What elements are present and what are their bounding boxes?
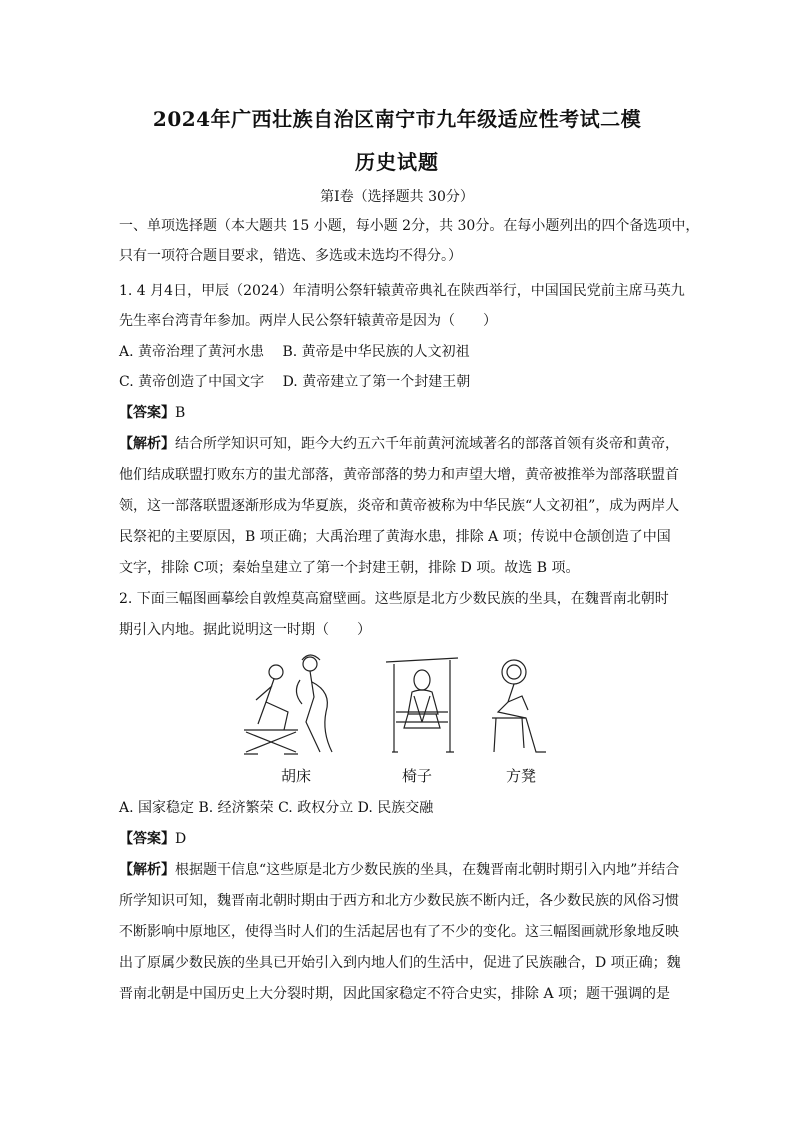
q2-analysis-line-1 <box>119 860 699 880</box>
q2-options: A. 国家稳定 B. 经济繁荣 C. 政权分立 D. 民族交融 <box>119 800 434 816</box>
q2-analysis-line-4: 出了原属少数民族的坐具已开始引入到内地人们的生活中，促进了民族融合，D 项正确；魏 <box>119 955 681 971</box>
q2-analysis-line-3: 不断影响中原地区，使得当时人们的生活起居也有了不少的变化。这三幅图画就形象地反映 <box>119 924 679 940</box>
q1-analysis-line-2: 他们结成联盟打败东方的蚩尤部落，黄帝部落的势力和声望大增，黄帝被推举为部落联盟首 <box>119 467 679 483</box>
answer-value: B <box>175 405 186 421</box>
q2-stem-line-2: 期引入内地。据此说明这一时期（ ） <box>119 622 371 638</box>
q1-answer <box>119 403 699 423</box>
q2-analysis-line-2: 所学知识可知，魏晋南北朝时期由于西方和北方少数民族不断内迁，各少数民族的风俗习惯 <box>119 893 679 909</box>
analysis-text: 结合所学知识可知，距今大约五六千年前黄河流域著名的部落首领有炎帝和黄帝， <box>175 436 679 452</box>
caption-stool: 方凳 <box>506 767 537 785</box>
caption-huchuang: 胡床 <box>281 767 312 785</box>
analysis-label: 【解析】 <box>119 436 175 452</box>
q1-analysis-line-5: 文字，排除 C项；秦始皇建立了第一个封建王朝，排除 D 项。故选 B 项。 <box>119 560 580 576</box>
q1-options-line-2: C. 黄帝创造了中国文字 D. 黄帝建立了第一个封建王朝 <box>119 374 471 390</box>
q1-analysis-line-3: 领，这一部落联盟逐渐形成为华夏族，炎帝和黄帝被称为中华民族“人文初祖”，成为两岸人 <box>119 498 680 514</box>
q2-stem-line-1: 2. 下面三幅图画摹绘自敦煌莫高窟壁画。这些原是北方少数民族的坐具，在魏晋南北朝时 <box>119 591 669 607</box>
volume-heading: 第Ⅰ卷（选择题共 30分） <box>320 189 474 205</box>
page-subtitle: 历史试题 <box>355 150 439 174</box>
huchuang-drawing <box>244 655 332 754</box>
q2-answer <box>119 829 699 849</box>
answer-label: 【答案】 <box>119 831 175 847</box>
q1-analysis-line-1 <box>119 434 699 454</box>
page-title: 2024年广西壮族自治区南宁市九年级适应性考试二模 <box>152 107 642 131</box>
answer-label: 【答案】 <box>119 405 175 421</box>
q1-analysis-line-4: 民祭祀的主要原因，B 项正确；大禹治理了黄海水患，排除 A 项；传说中仓颉创造了中国 <box>119 529 671 545</box>
instructions-line-1: 一、单项选择题（本大题共 15 小题，每小题 2分，共 30分。在每小题列出的四个备选项中， <box>119 218 700 234</box>
q1-stem-line-2: 先生率台湾青年参加。两岸人民公祭轩辕黄帝是因为（ ） <box>119 313 497 329</box>
caption-chair: 椅子 <box>402 767 433 785</box>
instructions-line-2: 只有一项符合题目要求，错选、多选或未选均不得分。） <box>119 248 462 264</box>
q1-options-line-1: A. 黄帝治理了黄河水患 B. 黄帝是中华民族的人文初祖 <box>119 344 470 360</box>
answer-value: D <box>175 831 187 847</box>
chair-drawing <box>386 658 458 752</box>
stool-drawing <box>492 660 546 752</box>
analysis-text: 根据题干信息“这些原是北方少数民族的坐具，在魏晋南北朝时期引入内地”并结合 <box>175 862 680 878</box>
q2-analysis-line-5: 晋南北朝是中国历史上大分裂时期，因此国家稳定不符合史实，排除 A 项；题干强调的是 <box>119 986 671 1002</box>
analysis-label: 【解析】 <box>119 862 175 878</box>
mural-drawings <box>236 652 556 762</box>
q1-stem-line-1: 1. 4 月4日，甲辰（2024）年清明公祭轩辕黄帝典礼在陕西举行，中国国民党前主席马英九 <box>119 283 685 299</box>
